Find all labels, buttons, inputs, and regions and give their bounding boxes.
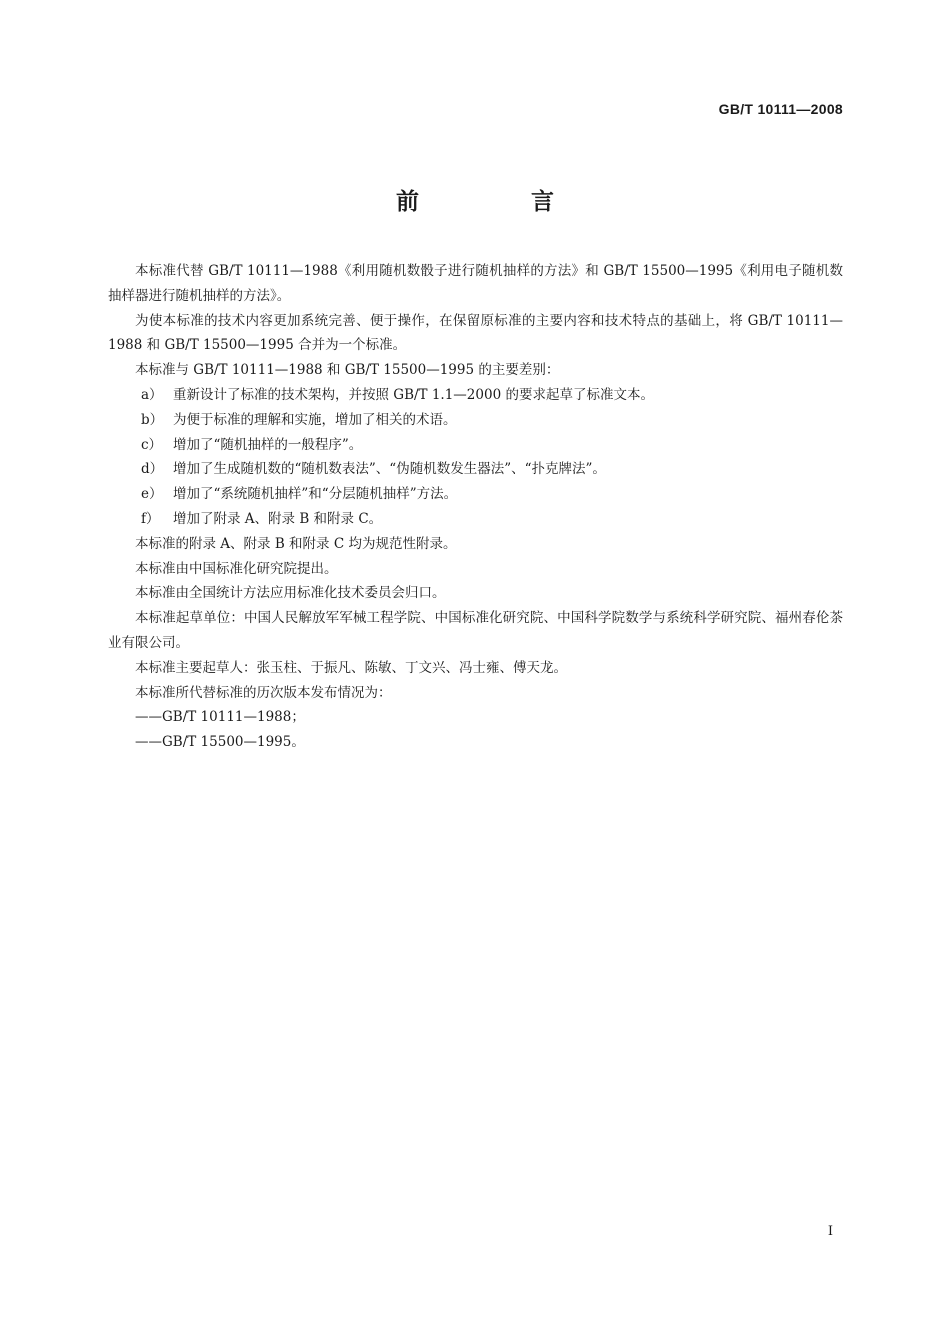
list-marker: d） xyxy=(141,461,164,478)
history-item: ——GB/T 15500—1995。 xyxy=(135,734,305,751)
history-item: ——GB/T 10111—1988； xyxy=(135,709,305,726)
list-item xyxy=(108,507,843,532)
paragraph-history-intro: 本标准所代替标准的历次版本发布情况为： xyxy=(135,684,392,701)
paragraph-merge: 为使本标准的技术内容更加系统完善、便于操作，在保留原标准的主要内容和技术特点的基础上，将 GB/T 10111—1988 和 GB/T 15500—1995 合并为一个标准。 xyxy=(108,312,843,354)
standard-code: GB/T 10111—2008 xyxy=(718,101,843,117)
list-item xyxy=(108,457,843,482)
paragraph-drafters: 本标准主要起草人：张玉柱、于振凡、陈敏、丁文兴、冯士雍、傅天龙。 xyxy=(135,659,567,676)
list-item-text: 增加了生成随机数的“随机数表法”、“伪随机数发生器法”、“扑克牌法”。 xyxy=(173,461,606,478)
list-item xyxy=(108,383,843,408)
list-item-text: 增加了“系统随机抽样”和“分层随机抽样”方法。 xyxy=(173,486,458,503)
list-item-text: 增加了“随机抽样的一般程序”。 xyxy=(173,436,363,453)
paragraph-replacement: 本标准代替 GB/T 10111—1988《利用随机数骰子进行随机抽样的方法》和 GB/T 15500—1995《利用电子随机数抽样器进行随机抽样的方法》。 xyxy=(108,263,843,304)
list-item-text: 为便于标准的理解和实施，增加了相关的术语。 xyxy=(173,411,457,428)
list-item xyxy=(108,433,843,458)
paragraph-annex-note: 本标准的附录 A、附录 B 和附录 C 均为规范性附录。 xyxy=(135,535,457,552)
list-item-text: 重新设计了标准的技术架构，并按照 GB/T 1.1—2000 的要求起草了标准文本。 xyxy=(173,386,654,403)
list-marker: b） xyxy=(141,411,164,428)
paragraph-differences-intro: 本标准与 GB/T 10111—1988 和 GB/T 15500—1995 的主要差别： xyxy=(135,362,560,379)
list-item xyxy=(108,408,843,433)
paragraph-committee: 本标准由全国统计方法应用标准化技术委员会归口。 xyxy=(135,585,446,602)
list-item-text: 增加了附录 A、附录 B 和附录 C。 xyxy=(173,510,383,527)
page-number: I xyxy=(827,1224,833,1239)
list-marker: f） xyxy=(141,510,160,527)
list-marker: a） xyxy=(141,386,163,403)
page-title: 前 言 xyxy=(395,189,606,215)
list-marker: c） xyxy=(141,436,163,453)
list-marker: e） xyxy=(141,486,163,503)
list-item xyxy=(108,482,843,507)
paragraph-drafting-units: 本标准起草单位：中国人民解放军军械工程学院、中国标准化研究院、中国科学院数学与系统科学研究院、福州春伦茶业有限公司。 xyxy=(108,610,843,651)
foreword-body xyxy=(108,259,843,755)
paragraph-proposer: 本标准由中国标准化研究院提出。 xyxy=(135,560,338,577)
